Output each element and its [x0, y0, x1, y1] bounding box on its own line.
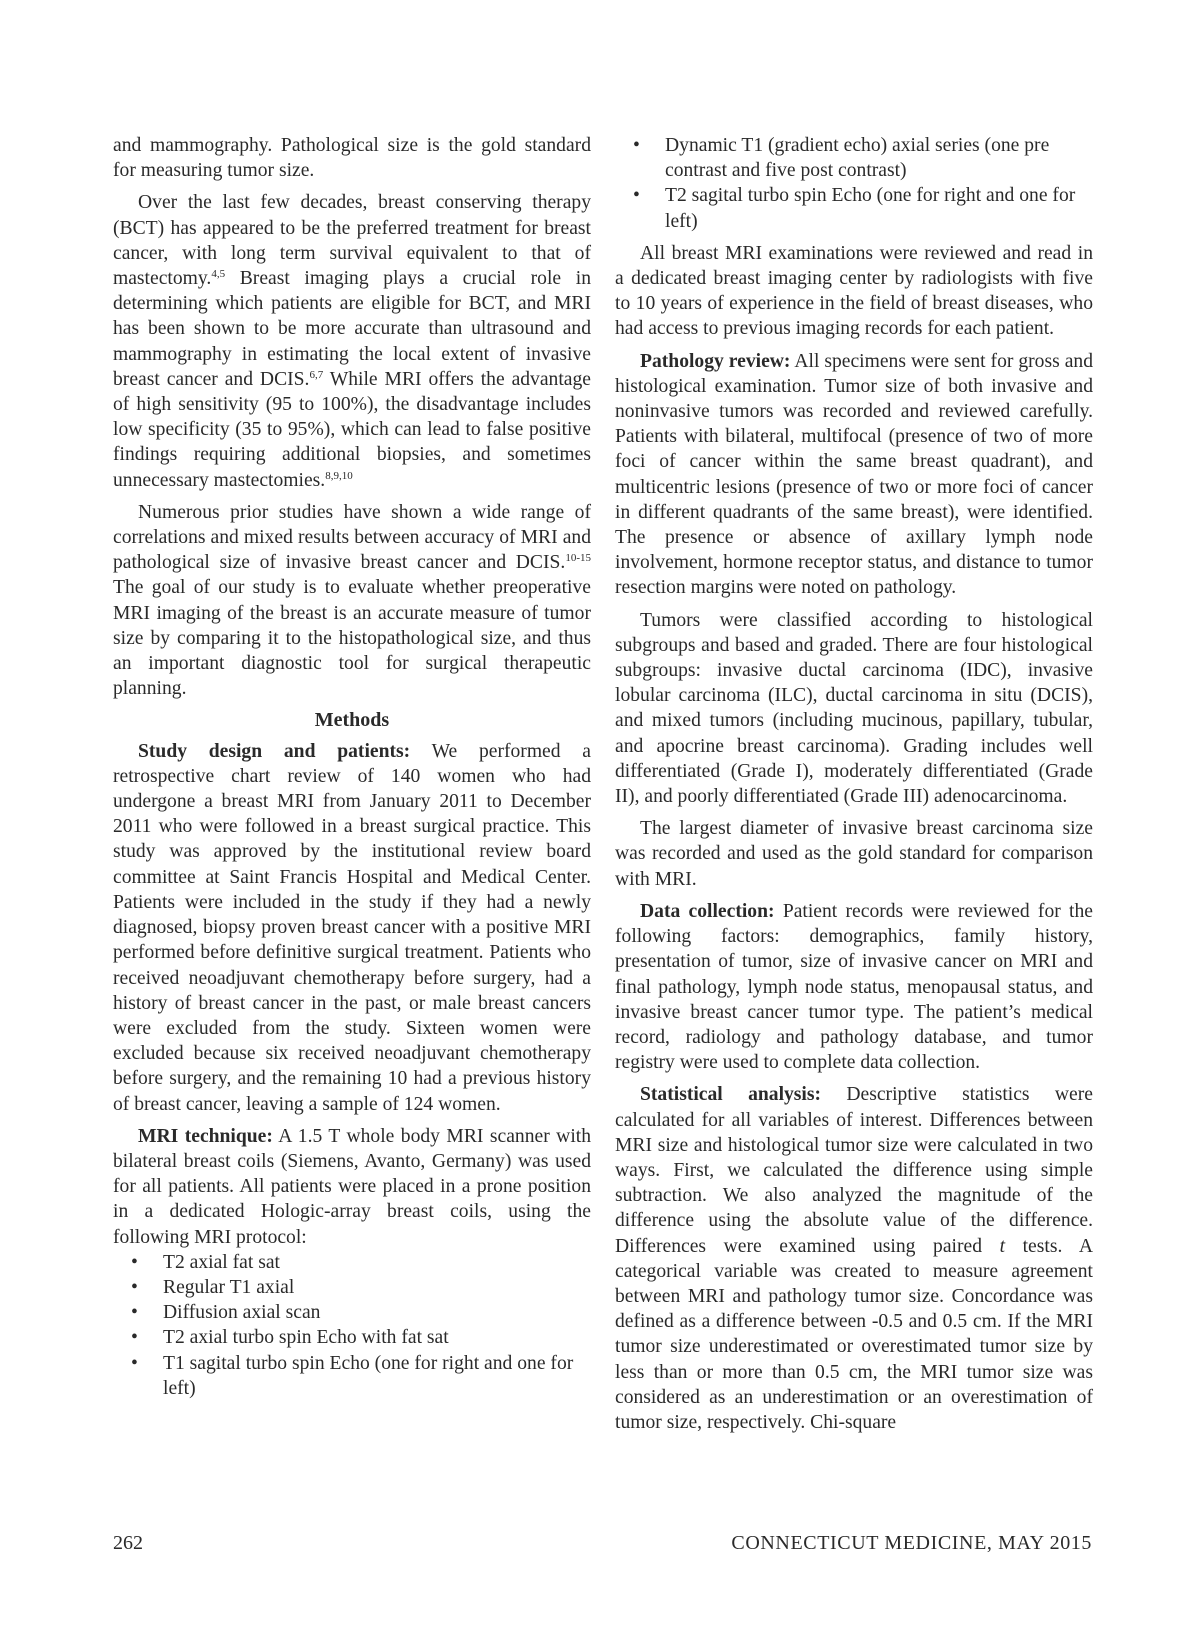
- page-number: 262: [113, 1532, 143, 1554]
- journal-footer: CONNECTICUT MEDICINE, MAY 2015: [731, 1532, 1092, 1554]
- section-heading-methods: Methods: [314, 709, 390, 732]
- paragraph-prior-studies: [113, 500, 591, 702]
- paragraph-pathology-review: [615, 349, 1093, 601]
- paragraph-review: [615, 241, 1093, 342]
- bullet-icon: •: [131, 1327, 138, 1349]
- paragraph-text: A 1.5 T whole body MRI scanner with bilateral breast coils (Siemens, Avanto, Germany) was used for all patients. All patients were placed in a prone position in a dedicated Hologic-array breast coils, using the following MRI protocol:: [113, 1125, 592, 1248]
- paragraph-text: The largest diameter of invasive breast carcinoma size was recorded and used as the gold standard for comparison with MRI.: [615, 818, 1093, 890]
- paragraph-statistical-analysis: [615, 1082, 1093, 1435]
- paragraph-text: We performed a retrospective chart review of 140 women who had undergone a breast MRI from January 2011 to December 2011 who were followed in a breast surgical practice. This study was approved by the institutional review board committee at Saint Francis Hospital and Medical Center. Patients were included in the study if they had a newly diagnosed, biopsy proven breast cancer with a positive MRI performed before definitive surgical treatment. Patients who received neoadjuvant chemotherapy before surgery, had a history of breast cancer in the past, or male breast cancers were excluded from the study. Sixteen women were excluded because six received neoadjuvant chemotherapy before surgery, and the remaining 10 had a previous history of breast cancer, leaving a sample of 124 women.: [113, 740, 591, 1115]
- paragraph-text: Patient records were reviewed for the following factors: demographics, family history, presentation of tumor, size of invasive cancer on MRI and final pathology, lymph node status, menopausal status, and invasive breast cancer tumor type. The patient’s medical record, radiology and pathology database, and tumor registry were used to complete data collection.: [615, 900, 1093, 1074]
- right-column: [615, 133, 1093, 1442]
- list-item: • T2 axial turbo spin Echo with fat sat: [113, 1325, 591, 1350]
- subsection-heading: Study design and patients:: [138, 740, 411, 762]
- subsection-heading: Pathology review:: [640, 350, 791, 372]
- paragraph-text: Breast imaging plays a crucial role in determining which patients are eligible for BCT, and MRI has been shown to be more accurate than ultrasound and mammography in estimating the local extent of invasive breast cancer and DCIS.: [113, 268, 591, 390]
- list-item: • T2 axial fat sat: [113, 1250, 591, 1275]
- paragraph-text: The goal of our study is to evaluate whether preoperative MRI imaging of the breast is an accurate measure of tumor size by comparing it to the histopathological size, and thus an important diagnostic tool for surgical therapeutic planning.: [113, 577, 591, 700]
- bullet-icon: •: [633, 135, 640, 156]
- paragraph-text: Descriptive statistics were calculated for all variables of interest. Differences between MRI size and histological tumor size were calculated in two ways. First, we calculated the difference using simple subtraction. We also analyzed the magnitude of the difference using the absolute value of the difference. Differences were examined using paired: [615, 1084, 1093, 1257]
- left-column: [113, 133, 591, 1408]
- bullet-icon: •: [131, 1276, 138, 1298]
- paragraph-text: Over the last few decades, breast conserving therapy (BCT) has appeared to be the preferred treatment for breast cancer, with long term survival equivalent to that of mastectomy.: [113, 192, 591, 290]
- citation-ref: 8,9,10: [325, 469, 353, 482]
- subsection-heading: MRI technique:: [138, 1125, 273, 1147]
- paragraph-study-design: [113, 739, 591, 1117]
- paragraph-mri-technique: [113, 1124, 591, 1250]
- paragraph-text: and mammography. Pathological size is the gold standard for measuring tumor size.: [113, 135, 591, 182]
- paragraph-intro-end: [113, 133, 591, 183]
- list-item: • Diffusion axial scan: [113, 1300, 591, 1325]
- citation-ref: 4,5: [211, 268, 226, 281]
- citation-ref: 10-15: [565, 552, 591, 565]
- paragraph-data-collection: [615, 899, 1093, 1075]
- subsection-heading: Statistical analysis:: [640, 1084, 822, 1106]
- protocol-list-continued: [615, 133, 1093, 234]
- subsection-heading: Data collection:: [640, 900, 775, 922]
- citation-ref: 6,7: [309, 368, 324, 381]
- paragraph-classification: [615, 608, 1093, 810]
- paragraph-text: Numerous prior studies have shown a wide range of correlations and mixed results between accuracy of MRI and pathological size of invasive breast cancer and DCIS.: [113, 501, 591, 574]
- list-item: • T2 sagital turbo spin Echo (one for right and one for left): [633, 185, 1076, 232]
- paragraph-bct: [113, 190, 591, 492]
- list-item: • Regular T1 axial: [113, 1275, 591, 1300]
- protocol-list: [113, 1250, 591, 1401]
- bullet-icon: •: [131, 1352, 138, 1374]
- paragraph-text: tests. A categorical variable was created to measure agreement between MRI and pathology tumor size. Concordance was defined as a difference between -0.5 and 0.5 cm. If the MRI tumor size underestimated or overestimated tumor size by less than or more than 0.5 cm, the MRI tumor size was considered as an underestimation or an overestimation of tumor size, respectively. Chi-square: [615, 1235, 1093, 1433]
- paragraph-text: All specimens were sent for gross and histological examination. Tumor size of both invasive and noninvasive tumors was recorded and reviewed carefully. Patients with bilateral, multifocal (presence of two of more foci of cancer within the same breast quadrant), and multicentric lesions (presence of two or more foci of cancer in different quadrants of the same breast), were identified. The presence or absence of axillary lymph node involvement, hormone receptor status, and distance to tumor resection margins were noted on pathology.: [615, 350, 1093, 599]
- bullet-icon: •: [633, 185, 640, 207]
- paragraph-text: While MRI offers the advantage of high sensitivity (95 to 100%), the disadvantage includes low specificity (35 to 95%), which can lead to false positive findings requiring additional biopsies, and sometimes unnecessary mastectomies.: [113, 368, 591, 491]
- paragraph-largest-diameter: [615, 816, 1093, 892]
- paragraph-text: All breast MRI examinations were reviewed and read in a dedicated breast imaging center by radiologists with five to 10 years of experience in the field of breast diseases, who had access to previous imaging records for each patient.: [615, 242, 1093, 340]
- bullet-icon: •: [131, 1302, 138, 1324]
- italic-t: t: [999, 1235, 1006, 1257]
- paragraph-text: Tumors were classified according to histological subgroups and based and graded. There are four histological subgroups: invasive ductal carcinoma (IDC), invasive lobular carcinoma (ILC), ductal carcinoma in situ (DCIS), and mixed tumors (including mucinous, papillary, tubular, and apocrine breast carcinoma). Grading includes well differentiated (Grade I), moderately differentiated (Grade II), and poorly differentiated (Grade III) adenocarcinoma.: [615, 609, 1093, 808]
- list-item: • Dynamic T1 (gradient echo) axial series (one pre contrast and five post contrast): [633, 135, 1050, 182]
- list-item: • T1 sagital turbo spin Echo (one for right and one for left): [131, 1352, 574, 1399]
- bullet-icon: •: [131, 1251, 138, 1273]
